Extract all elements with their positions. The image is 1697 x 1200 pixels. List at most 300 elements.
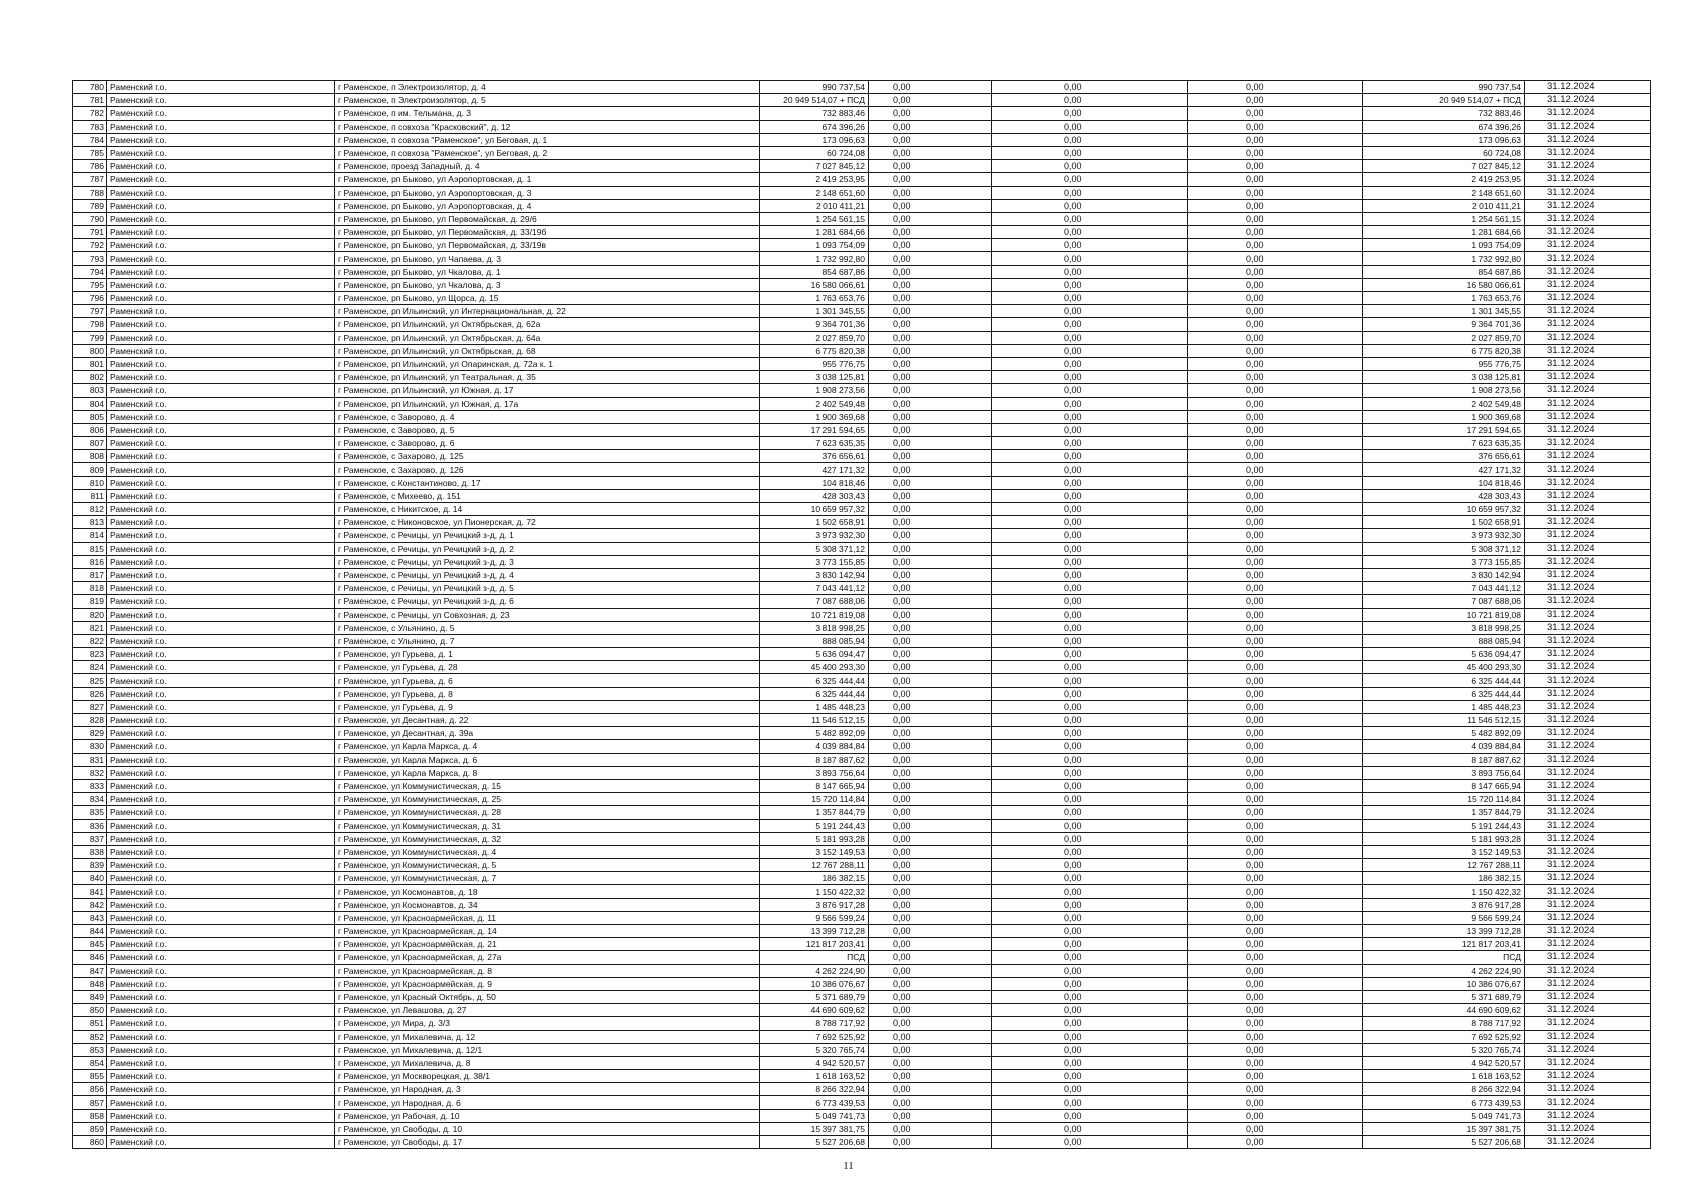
cell-fund-local: 0,00 xyxy=(1188,634,1363,647)
table-row xyxy=(73,265,1651,278)
cell-completion-date: 31.12.2024 xyxy=(1525,832,1651,845)
cell-row-number: 822 xyxy=(73,634,107,647)
cell-address: г Раменское, ул Левашова, д. 27 xyxy=(335,1004,760,1017)
cell-address: г Раменское, ул Гурьева, д. 28 xyxy=(335,661,760,674)
cell-total-cost: 6 325 444,44 xyxy=(760,687,869,700)
table-row xyxy=(73,1122,1651,1135)
cell-fund-regional: 0,00 xyxy=(992,568,1188,581)
cell-fund-regional: 0,00 xyxy=(992,331,1188,344)
cell-total-cost: 5 371 689,79 xyxy=(760,990,869,1003)
cell-row-number: 837 xyxy=(73,832,107,845)
cell-total-cost: 10 721 819,08 xyxy=(760,608,869,621)
cell-fund-other: 6 325 444,44 xyxy=(1363,674,1525,687)
cell-total-cost: 7 692 525,92 xyxy=(760,1030,869,1043)
cell-fund-local: 0,00 xyxy=(1188,1056,1363,1069)
cell-address: г Раменское, ул Рабочая, д. 10 xyxy=(335,1109,760,1122)
table-row xyxy=(73,463,1651,476)
cell-fund-regional: 0,00 xyxy=(992,516,1188,529)
table-row xyxy=(73,793,1651,806)
cell-address: г Раменское, ул Коммунистическая, д. 28 xyxy=(335,806,760,819)
cell-completion-date: 31.12.2024 xyxy=(1525,674,1651,687)
cell-fund-local: 0,00 xyxy=(1188,832,1363,845)
table-row xyxy=(73,503,1651,516)
cell-row-number: 848 xyxy=(73,977,107,990)
cell-fund-local: 0,00 xyxy=(1188,199,1363,212)
cell-municipality: Раменский г.о. xyxy=(107,555,335,568)
table-row xyxy=(73,779,1651,792)
cell-address: г Раменское, ул Михалевича, д. 12/1 xyxy=(335,1043,760,1056)
table-row xyxy=(73,766,1651,779)
cell-row-number: 809 xyxy=(73,463,107,476)
cell-fund-other: 60 724,08 xyxy=(1363,146,1525,159)
cell-completion-date: 31.12.2024 xyxy=(1525,977,1651,990)
cell-fund-federal: 0,00 xyxy=(869,1056,992,1069)
cell-address: г Раменское, ул Коммунистическая, д. 5 xyxy=(335,859,760,872)
cell-completion-date: 31.12.2024 xyxy=(1525,318,1651,331)
cell-row-number: 820 xyxy=(73,608,107,621)
cell-fund-other: 1 281 684,66 xyxy=(1363,226,1525,239)
cell-fund-federal: 0,00 xyxy=(869,687,992,700)
cell-address: г Раменское, ул Карла Маркса, д. 6 xyxy=(335,753,760,766)
table-row xyxy=(73,1043,1651,1056)
table-row xyxy=(73,555,1651,568)
cell-municipality: Раменский г.о. xyxy=(107,503,335,516)
cell-total-cost: 20 949 514,07 + ПСД xyxy=(760,94,869,107)
cell-address: г Раменское, с Захарово, д. 126 xyxy=(335,463,760,476)
cell-fund-other: 2 027 859,70 xyxy=(1363,331,1525,344)
cell-fund-other: 5 308 371,12 xyxy=(1363,542,1525,555)
cell-fund-regional: 0,00 xyxy=(992,1083,1188,1096)
cell-municipality: Раменский г.о. xyxy=(107,911,335,924)
cell-address: г Раменское, ул Свободы, д. 10 xyxy=(335,1122,760,1135)
cell-municipality: Раменский г.о. xyxy=(107,397,335,410)
cell-fund-regional: 0,00 xyxy=(992,423,1188,436)
cell-fund-other: 15 397 381,75 xyxy=(1363,1122,1525,1135)
cell-total-cost: 2 148 651,60 xyxy=(760,186,869,199)
cell-fund-local: 0,00 xyxy=(1188,1096,1363,1109)
cell-municipality: Раменский г.о. xyxy=(107,700,335,713)
cell-municipality: Раменский г.о. xyxy=(107,410,335,423)
cell-fund-regional: 0,00 xyxy=(992,819,1188,832)
cell-address: г Раменское, рп Ильинский, ул Октябрьская, д. 64а xyxy=(335,331,760,344)
table-row xyxy=(73,568,1651,581)
cell-row-number: 795 xyxy=(73,278,107,291)
cell-address: г Раменское, ул Красноармейская, д. 14 xyxy=(335,925,760,938)
cell-address: г Раменское, с Заворово, д. 4 xyxy=(335,410,760,423)
cell-total-cost: 8 147 665,94 xyxy=(760,779,869,792)
cell-municipality: Раменский г.о. xyxy=(107,94,335,107)
cell-row-number: 831 xyxy=(73,753,107,766)
table-row xyxy=(73,582,1651,595)
cell-address: г Раменское, рп Ильинский, ул Опаринская, д. 72а к. 1 xyxy=(335,357,760,370)
cell-completion-date: 31.12.2024 xyxy=(1525,1056,1651,1069)
cell-row-number: 803 xyxy=(73,384,107,397)
cell-fund-regional: 0,00 xyxy=(992,199,1188,212)
cell-fund-regional: 0,00 xyxy=(992,740,1188,753)
cell-fund-federal: 0,00 xyxy=(869,1096,992,1109)
cell-address: г Раменское, п Электроизолятор, д. 4 xyxy=(335,81,760,94)
cell-address: г Раменское, рп Ильинский, ул Октябрьская, д. 68 xyxy=(335,344,760,357)
cell-row-number: 806 xyxy=(73,423,107,436)
cell-fund-local: 0,00 xyxy=(1188,859,1363,872)
cell-total-cost: 955 776,75 xyxy=(760,357,869,370)
cell-fund-other: 186 382,15 xyxy=(1363,872,1525,885)
table-row xyxy=(73,648,1651,661)
cell-completion-date: 31.12.2024 xyxy=(1525,938,1651,951)
cell-completion-date: 31.12.2024 xyxy=(1525,555,1651,568)
cell-fund-regional: 0,00 xyxy=(992,766,1188,779)
cell-municipality: Раменский г.о. xyxy=(107,305,335,318)
cell-address: г Раменское, ул Москворецкая, д. 38/1 xyxy=(335,1070,760,1083)
cell-total-cost: 5 636 094,47 xyxy=(760,648,869,661)
cell-municipality: Раменский г.о. xyxy=(107,226,335,239)
cell-completion-date: 31.12.2024 xyxy=(1525,845,1651,858)
cell-fund-regional: 0,00 xyxy=(992,753,1188,766)
cell-municipality: Раменский г.о. xyxy=(107,714,335,727)
cell-address: г Раменское, рп Ильинский, ул Южная, д. 17 xyxy=(335,384,760,397)
cell-municipality: Раменский г.о. xyxy=(107,1030,335,1043)
cell-fund-other: 20 949 514,07 + ПСД xyxy=(1363,94,1525,107)
cell-fund-federal: 0,00 xyxy=(869,977,992,990)
cell-fund-federal: 0,00 xyxy=(869,1017,992,1030)
cell-fund-other: 173 096,63 xyxy=(1363,133,1525,146)
cell-municipality: Раменский г.о. xyxy=(107,252,335,265)
cell-fund-federal: 0,00 xyxy=(869,94,992,107)
cell-row-number: 860 xyxy=(73,1136,107,1149)
cell-completion-date: 31.12.2024 xyxy=(1525,1083,1651,1096)
cell-total-cost: 1 357 844,79 xyxy=(760,806,869,819)
cell-total-cost: 427 171,32 xyxy=(760,463,869,476)
cell-fund-local: 0,00 xyxy=(1188,344,1363,357)
cell-municipality: Раменский г.о. xyxy=(107,384,335,397)
cell-fund-local: 0,00 xyxy=(1188,476,1363,489)
cell-completion-date: 31.12.2024 xyxy=(1525,740,1651,753)
cell-fund-regional: 0,00 xyxy=(992,634,1188,647)
cell-row-number: 823 xyxy=(73,648,107,661)
cell-fund-local: 0,00 xyxy=(1188,146,1363,159)
cell-fund-local: 0,00 xyxy=(1188,423,1363,436)
cell-fund-regional: 0,00 xyxy=(992,318,1188,331)
table-row xyxy=(73,1083,1651,1096)
cell-completion-date: 31.12.2024 xyxy=(1525,489,1651,502)
cell-address: г Раменское, ул Михалевича, д. 12 xyxy=(335,1030,760,1043)
cell-fund-other: 7 087 688,06 xyxy=(1363,595,1525,608)
cell-total-cost: 8 187 887,62 xyxy=(760,753,869,766)
cell-row-number: 800 xyxy=(73,344,107,357)
cell-row-number: 825 xyxy=(73,674,107,687)
cell-fund-local: 0,00 xyxy=(1188,529,1363,542)
cell-total-cost: 3 152 149,53 xyxy=(760,845,869,858)
cell-address: г Раменское, рп Быково, ул Чкалова, д. 3 xyxy=(335,278,760,291)
cell-fund-regional: 0,00 xyxy=(992,371,1188,384)
cell-row-number: 832 xyxy=(73,766,107,779)
cell-fund-federal: 0,00 xyxy=(869,608,992,621)
cell-row-number: 786 xyxy=(73,160,107,173)
cell-row-number: 784 xyxy=(73,133,107,146)
cell-municipality: Раменский г.о. xyxy=(107,173,335,186)
cell-fund-other: 5 371 689,79 xyxy=(1363,990,1525,1003)
cell-completion-date: 31.12.2024 xyxy=(1525,925,1651,938)
cell-address: г Раменское, ул Коммунистическая, д. 32 xyxy=(335,832,760,845)
cell-total-cost: 3 038 125,81 xyxy=(760,371,869,384)
cell-completion-date: 31.12.2024 xyxy=(1525,1017,1651,1030)
cell-completion-date: 31.12.2024 xyxy=(1525,885,1651,898)
cell-fund-regional: 0,00 xyxy=(992,621,1188,634)
table-row xyxy=(73,186,1651,199)
cell-fund-federal: 0,00 xyxy=(869,674,992,687)
cell-fund-federal: 0,00 xyxy=(869,305,992,318)
cell-fund-local: 0,00 xyxy=(1188,410,1363,423)
cell-total-cost: 1 732 992,80 xyxy=(760,252,869,265)
cell-fund-other: 1 900 369,68 xyxy=(1363,410,1525,423)
cell-fund-other: 4 262 224,90 xyxy=(1363,964,1525,977)
cell-municipality: Раменский г.о. xyxy=(107,925,335,938)
cell-fund-regional: 0,00 xyxy=(992,160,1188,173)
cell-completion-date: 31.12.2024 xyxy=(1525,1109,1651,1122)
cell-fund-regional: 0,00 xyxy=(992,278,1188,291)
cell-address: г Раменское, рп Быково, ул Щорса, д. 15 xyxy=(335,292,760,305)
cell-fund-local: 0,00 xyxy=(1188,1043,1363,1056)
table-row xyxy=(73,331,1651,344)
cell-fund-regional: 0,00 xyxy=(992,898,1188,911)
cell-address: г Раменское, ул Михалевича, д. 8 xyxy=(335,1056,760,1069)
cell-fund-federal: 0,00 xyxy=(869,806,992,819)
table-row xyxy=(73,1017,1651,1030)
cell-total-cost: 1 301 345,55 xyxy=(760,305,869,318)
cell-fund-regional: 0,00 xyxy=(992,397,1188,410)
cell-completion-date: 31.12.2024 xyxy=(1525,81,1651,94)
table-row xyxy=(73,292,1651,305)
cell-municipality: Раменский г.о. xyxy=(107,582,335,595)
cell-fund-regional: 0,00 xyxy=(992,938,1188,951)
cell-fund-local: 0,00 xyxy=(1188,700,1363,713)
cell-row-number: 859 xyxy=(73,1122,107,1135)
cell-total-cost: 15 397 381,75 xyxy=(760,1122,869,1135)
cell-fund-other: 990 737,54 xyxy=(1363,81,1525,94)
cell-row-number: 824 xyxy=(73,661,107,674)
cell-row-number: 845 xyxy=(73,938,107,951)
table-row xyxy=(73,516,1651,529)
cell-address: г Раменское, ул Космонавтов, д. 18 xyxy=(335,885,760,898)
cell-address: г Раменское, п совхоза "Раменское", ул Беговая, д. 2 xyxy=(335,146,760,159)
table-row xyxy=(73,859,1651,872)
data-table xyxy=(72,80,1651,1149)
cell-row-number: 791 xyxy=(73,226,107,239)
table-row xyxy=(73,212,1651,225)
cell-row-number: 792 xyxy=(73,239,107,252)
table-row xyxy=(73,160,1651,173)
table-row xyxy=(73,384,1651,397)
cell-fund-other: 6 775 820,38 xyxy=(1363,344,1525,357)
cell-fund-federal: 0,00 xyxy=(869,990,992,1003)
cell-total-cost: 8 266 322,94 xyxy=(760,1083,869,1096)
cell-fund-other: 12 767 288,11 xyxy=(1363,859,1525,872)
cell-fund-other: 17 291 594,65 xyxy=(1363,423,1525,436)
cell-municipality: Раменский г.о. xyxy=(107,239,335,252)
table-row xyxy=(73,911,1651,924)
cell-fund-other: 11 546 512,15 xyxy=(1363,714,1525,727)
cell-fund-other: 44 690 609,62 xyxy=(1363,1004,1525,1017)
cell-row-number: 853 xyxy=(73,1043,107,1056)
table-row xyxy=(73,964,1651,977)
cell-fund-federal: 0,00 xyxy=(869,357,992,370)
cell-row-number: 807 xyxy=(73,437,107,450)
cell-address: г Раменское, с Речицы, ул Речицкий з-д, д. 6 xyxy=(335,595,760,608)
cell-fund-federal: 0,00 xyxy=(869,489,992,502)
cell-total-cost: 4 942 520,57 xyxy=(760,1056,869,1069)
cell-fund-local: 0,00 xyxy=(1188,81,1363,94)
cell-fund-other: 955 776,75 xyxy=(1363,357,1525,370)
cell-address: г Раменское, ул Народная, д. 6 xyxy=(335,1096,760,1109)
cell-fund-federal: 0,00 xyxy=(869,239,992,252)
cell-fund-federal: 0,00 xyxy=(869,410,992,423)
cell-fund-other: ПСД xyxy=(1363,951,1525,964)
cell-fund-other: 7 692 525,92 xyxy=(1363,1030,1525,1043)
cell-fund-other: 8 147 665,94 xyxy=(1363,779,1525,792)
cell-total-cost: 17 291 594,65 xyxy=(760,423,869,436)
cell-fund-local: 0,00 xyxy=(1188,568,1363,581)
cell-row-number: 782 xyxy=(73,107,107,120)
cell-address: г Раменское, рп Ильинский, ул Октябрьская, д. 62а xyxy=(335,318,760,331)
cell-fund-other: 121 817 203,41 xyxy=(1363,938,1525,951)
cell-address: г Раменское, ул Гурьева, д. 8 xyxy=(335,687,760,700)
cell-total-cost: 990 737,54 xyxy=(760,81,869,94)
cell-fund-other: 1 502 658,91 xyxy=(1363,516,1525,529)
cell-municipality: Раменский г.о. xyxy=(107,727,335,740)
cell-fund-other: 3 773 155,85 xyxy=(1363,555,1525,568)
cell-row-number: 817 xyxy=(73,568,107,581)
cell-completion-date: 31.12.2024 xyxy=(1525,344,1651,357)
cell-fund-regional: 0,00 xyxy=(992,951,1188,964)
cell-fund-regional: 0,00 xyxy=(992,357,1188,370)
cell-total-cost: 13 399 712,28 xyxy=(760,925,869,938)
cell-completion-date: 31.12.2024 xyxy=(1525,661,1651,674)
table-row xyxy=(73,239,1651,252)
cell-total-cost: 674 396,26 xyxy=(760,120,869,133)
cell-address: г Раменское, рп Быково, ул Первомайская, д. 33/19б xyxy=(335,226,760,239)
cell-fund-regional: 0,00 xyxy=(992,410,1188,423)
cell-row-number: 834 xyxy=(73,793,107,806)
cell-fund-federal: 0,00 xyxy=(869,714,992,727)
cell-address: г Раменское, ул Десантная, д. 39а xyxy=(335,727,760,740)
cell-address: г Раменское, ул Десантная, д. 22 xyxy=(335,714,760,727)
cell-municipality: Раменский г.о. xyxy=(107,779,335,792)
cell-total-cost: 10 386 076,67 xyxy=(760,977,869,990)
cell-fund-other: 1 301 345,55 xyxy=(1363,305,1525,318)
cell-fund-other: 10 386 076,67 xyxy=(1363,977,1525,990)
cell-fund-federal: 0,00 xyxy=(869,226,992,239)
cell-total-cost: 1 254 561,15 xyxy=(760,212,869,225)
cell-fund-local: 0,00 xyxy=(1188,990,1363,1003)
cell-fund-federal: 0,00 xyxy=(869,199,992,212)
cell-row-number: 818 xyxy=(73,582,107,595)
cell-fund-local: 0,00 xyxy=(1188,793,1363,806)
cell-row-number: 788 xyxy=(73,186,107,199)
cell-fund-local: 0,00 xyxy=(1188,911,1363,924)
cell-fund-other: 1 150 422,32 xyxy=(1363,885,1525,898)
cell-address: г Раменское, с Никитское, д. 14 xyxy=(335,503,760,516)
table-row xyxy=(73,305,1651,318)
cell-fund-other: 376 656,61 xyxy=(1363,450,1525,463)
cell-fund-local: 0,00 xyxy=(1188,239,1363,252)
cell-fund-federal: 0,00 xyxy=(869,292,992,305)
cell-address: г Раменское, рп Быково, ул Первомайская, д. 33/19в xyxy=(335,239,760,252)
cell-fund-regional: 0,00 xyxy=(992,529,1188,542)
cell-total-cost: 8 788 717,92 xyxy=(760,1017,869,1030)
cell-address: г Раменское, с Речицы, ул Речицкий з-д, д. 3 xyxy=(335,555,760,568)
cell-completion-date: 31.12.2024 xyxy=(1525,423,1651,436)
cell-row-number: 813 xyxy=(73,516,107,529)
cell-fund-federal: 0,00 xyxy=(869,1083,992,1096)
cell-total-cost: 3 818 998,25 xyxy=(760,621,869,634)
cell-row-number: 856 xyxy=(73,1083,107,1096)
cell-municipality: Раменский г.о. xyxy=(107,81,335,94)
cell-fund-regional: 0,00 xyxy=(992,265,1188,278)
cell-fund-regional: 0,00 xyxy=(992,489,1188,502)
cell-row-number: 785 xyxy=(73,146,107,159)
cell-completion-date: 31.12.2024 xyxy=(1525,450,1651,463)
cell-fund-federal: 0,00 xyxy=(869,938,992,951)
table-row xyxy=(73,1070,1651,1083)
cell-fund-other: 104 818,46 xyxy=(1363,476,1525,489)
cell-fund-local: 0,00 xyxy=(1188,489,1363,502)
cell-municipality: Раменский г.о. xyxy=(107,160,335,173)
cell-fund-regional: 0,00 xyxy=(992,252,1188,265)
cell-completion-date: 31.12.2024 xyxy=(1525,898,1651,911)
cell-completion-date: 31.12.2024 xyxy=(1525,107,1651,120)
cell-fund-other: 1 485 448,23 xyxy=(1363,700,1525,713)
cell-total-cost: 1 900 369,68 xyxy=(760,410,869,423)
cell-fund-regional: 0,00 xyxy=(992,120,1188,133)
cell-completion-date: 31.12.2024 xyxy=(1525,410,1651,423)
cell-completion-date: 31.12.2024 xyxy=(1525,621,1651,634)
cell-fund-other: 10 659 957,32 xyxy=(1363,503,1525,516)
cell-fund-regional: 0,00 xyxy=(992,885,1188,898)
cell-municipality: Раменский г.о. xyxy=(107,450,335,463)
cell-fund-federal: 0,00 xyxy=(869,885,992,898)
cell-total-cost: 1 908 273,56 xyxy=(760,384,869,397)
cell-total-cost: 1 618 163,52 xyxy=(760,1070,869,1083)
table-row xyxy=(73,81,1651,94)
cell-fund-local: 0,00 xyxy=(1188,766,1363,779)
cell-address: г Раменское, ул Красноармейская, д. 11 xyxy=(335,911,760,924)
cell-fund-federal: 0,00 xyxy=(869,951,992,964)
cell-total-cost: 7 043 441,12 xyxy=(760,582,869,595)
cell-fund-regional: 0,00 xyxy=(992,595,1188,608)
cell-row-number: 830 xyxy=(73,740,107,753)
cell-fund-local: 0,00 xyxy=(1188,779,1363,792)
cell-fund-local: 0,00 xyxy=(1188,186,1363,199)
cell-address: г Раменское, рп Быково, ул Чкалова, д. 1 xyxy=(335,265,760,278)
cell-fund-local: 0,00 xyxy=(1188,463,1363,476)
cell-municipality: Раменский г.о. xyxy=(107,648,335,661)
cell-address: г Раменское, с Речицы, ул Совхозная, д. 23 xyxy=(335,608,760,621)
cell-completion-date: 31.12.2024 xyxy=(1525,173,1651,186)
table-row xyxy=(73,450,1651,463)
cell-fund-other: 3 973 932,30 xyxy=(1363,529,1525,542)
cell-address: г Раменское, ул Красный Октябрь, д. 50 xyxy=(335,990,760,1003)
cell-fund-regional: 0,00 xyxy=(992,911,1188,924)
cell-address: г Раменское, рп Быково, ул Аэропортовская, д. 3 xyxy=(335,186,760,199)
cell-municipality: Раменский г.о. xyxy=(107,476,335,489)
cell-completion-date: 31.12.2024 xyxy=(1525,872,1651,885)
cell-fund-regional: 0,00 xyxy=(992,1070,1188,1083)
cell-fund-regional: 0,00 xyxy=(992,608,1188,621)
cell-row-number: 797 xyxy=(73,305,107,318)
cell-address: г Раменское, рп Ильинский, ул Южная, д. 17а xyxy=(335,397,760,410)
table-row xyxy=(73,832,1651,845)
cell-fund-regional: 0,00 xyxy=(992,661,1188,674)
